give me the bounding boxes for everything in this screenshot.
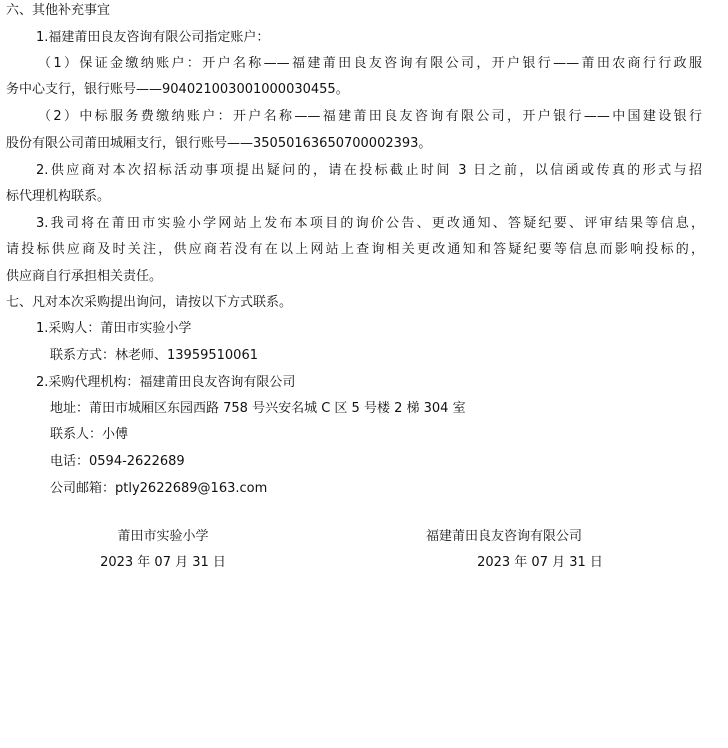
section6-item2-line2: 标代理机构联系。 [6, 189, 111, 204]
signature-left-date: 2023 年 07 月 31 日 [100, 555, 226, 570]
section6-heading: 六、其他补充事宜 [6, 3, 111, 18]
section7-heading: 七、凡对本次采购提出询问，请按以下方式联系。 [6, 295, 293, 310]
signature-right-org: 福建莆田良友咨询有限公司 [425, 529, 582, 544]
signature-left-org: 莆田市实验小学 [117, 529, 209, 544]
agency-title: 2.采购代理机构：福建莆田良友咨询有限公司 [36, 375, 296, 390]
agency-phone: 电话：0594-2622689 [50, 454, 185, 469]
agency-contact-person: 联系人：小傅 [50, 427, 129, 442]
purchaser-contact: 联系方式：林老师、13959510061 [50, 348, 258, 363]
signature-right-date: 2023 年 07 月 31 日 [477, 555, 603, 570]
section6-item3-line2: 请投标供应商及时关注，供应商若没有在以上网站上查询相关更改通知和答疑纪要等信息而影响投标的， [6, 242, 704, 257]
section6-item3-line3: 供应商自行承担相关责任。 [6, 269, 163, 284]
agency-email: 公司邮箱：ptly2622689@163.com [50, 481, 268, 496]
section6-item1-sub1-line2: 务中心支行，银行账号——904021003001000030455。 [6, 82, 349, 97]
section6-item2-line1: 2.供应商对本次招标活动事项提出疑问的，请在投标截止时间 3 日之前，以信函或传真的形式与招 [36, 163, 702, 178]
section6-item1-sub2-line1: （2）中标服务费缴纳账户：开户名称——福建莆田良友咨询有限公司，开户银行——中国建设银行 [38, 109, 702, 124]
agency-address: 地址：莆田市城厢区东园西路 758 号兴安名城 C 区 5 号楼 2 梯 304 室 [50, 401, 466, 416]
section6-item3-line1: 3.我司将在莆田市实验小学网站上发布本项目的询价公告、更改通知、答疑纪要、评审结果等信息， [36, 216, 704, 231]
purchaser-title: 1.采购人：莆田市实验小学 [36, 321, 192, 336]
section6-item1-sub2-line2: 股份有限公司莆田城厢支行，银行账号——35050163650700002393。 [6, 136, 432, 151]
section6-item1-title: 1.福建莆田良友咨询有限公司指定账户： [36, 30, 270, 45]
section6-item1-sub1-line1: （1）保证金缴纳账户：开户名称——福建莆田良友咨询有限公司，开户银行——莆田农商行行政服 [38, 56, 702, 71]
